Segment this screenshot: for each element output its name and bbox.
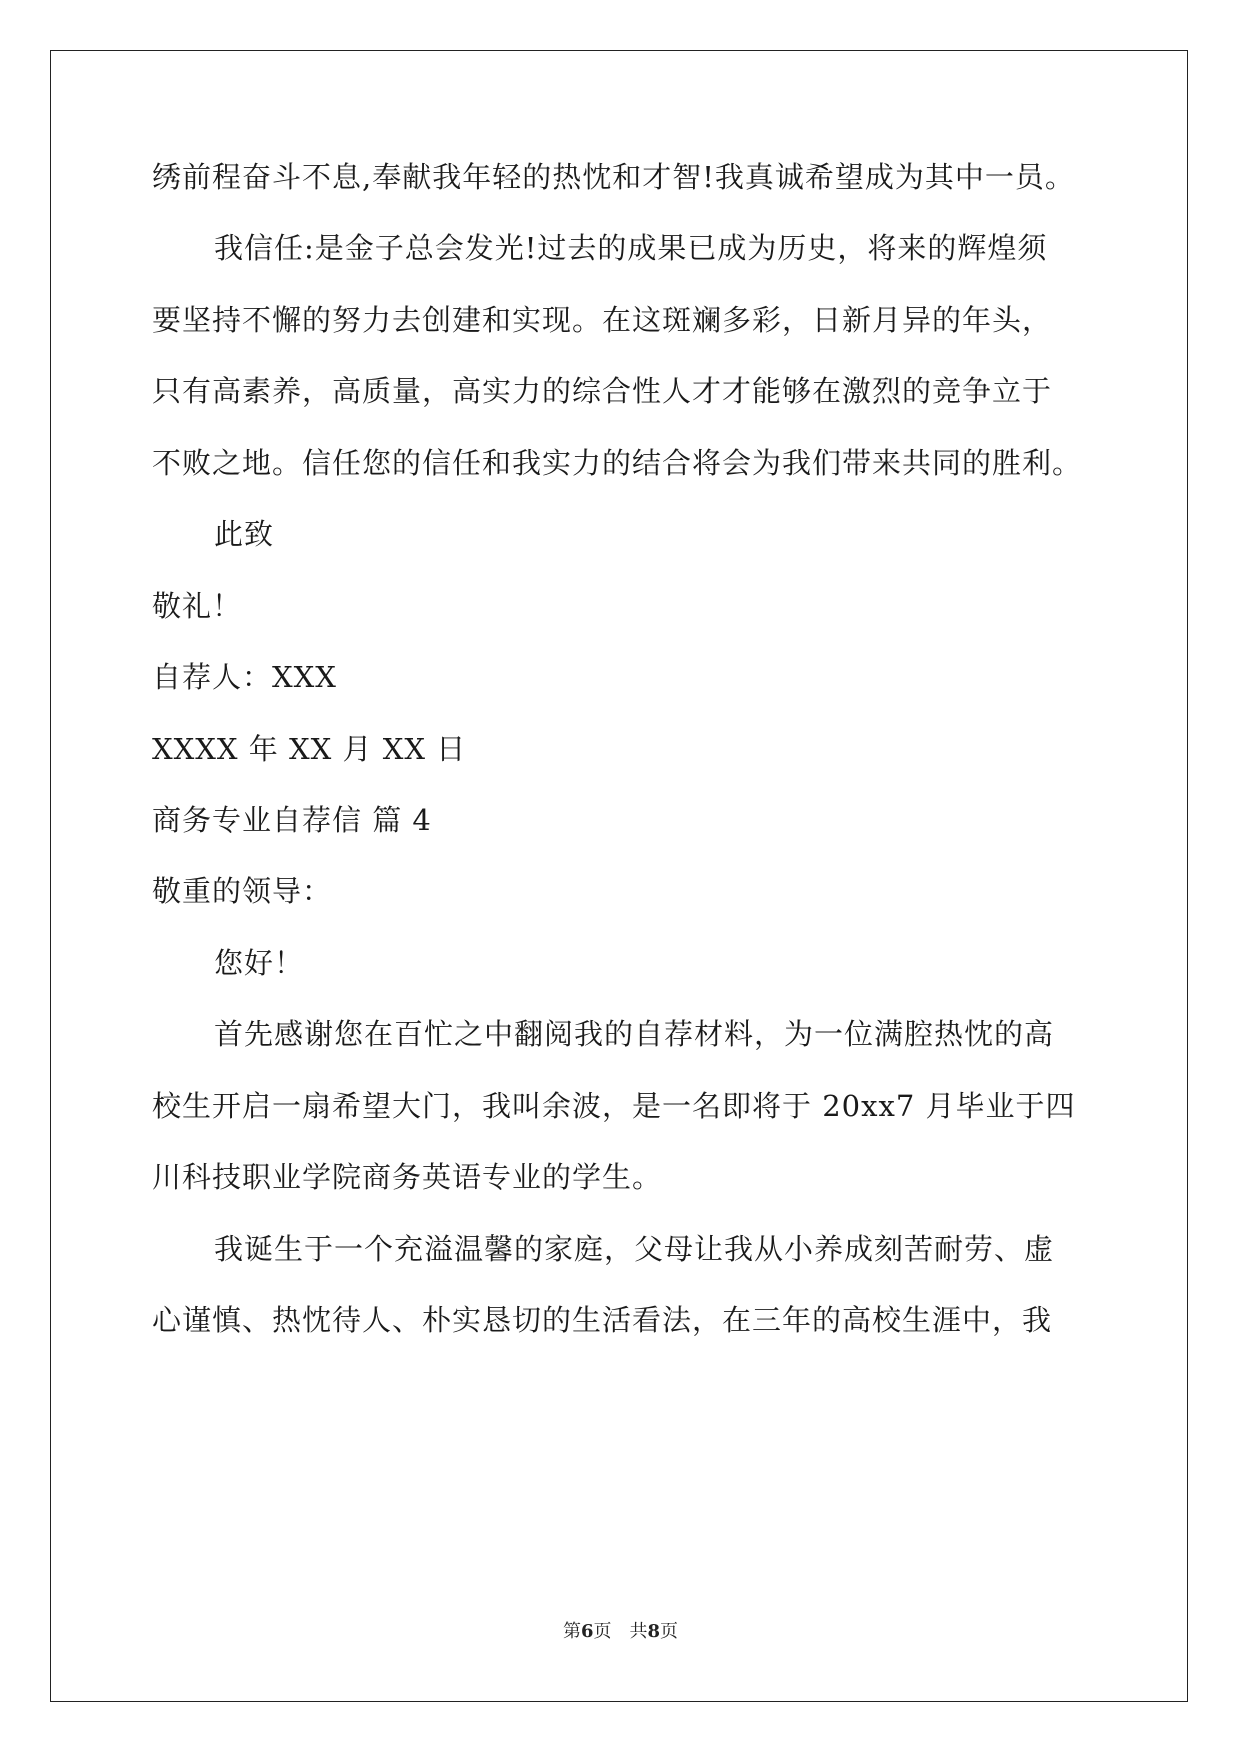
page-mid: 页 共 <box>593 1621 648 1642</box>
section-heading: 商务专业自荐信 篇 4 <box>152 803 432 837</box>
closing-salutation: 此致 <box>214 517 275 551</box>
date-line: XXXX 年 XX 月 XX 日 <box>152 732 467 766</box>
page-total: 8 <box>647 1621 661 1642</box>
text-line: 心谨慎、热忱待人、朴实恳切的生活看法，在三年的高校生涯中，我 <box>152 1303 1053 1337</box>
closing-regards: 敬礼！ <box>152 589 243 623</box>
text-line: 不败之地。信任您的信任和我实力的结合将会为我们带来共同的胜利。 <box>152 446 1083 480</box>
text-line: 要坚持不懈的努力去创建和实现。在这斑斓多彩，日新月异的年头， <box>152 303 1053 337</box>
text-line: 只有高素养，高质量，高实力的综合性人才才能够在激烈的竞争立于 <box>152 374 1053 408</box>
text-line: 首先感谢您在百忙之中翻阅我的自荐材料，为一位满腔热忱的高 <box>214 1017 1055 1051</box>
page-number-footer <box>0 1620 1241 1644</box>
text-line: 校生开启一扇希望大门，我叫余波，是一名即将于 20xx7 月毕业于四 <box>152 1089 1076 1123</box>
text-line: 绣前程奋斗不息,奉献我年轻的热忱和才智!我真诚希望成为其中一员。 <box>152 160 1075 194</box>
page-current: 6 <box>580 1621 594 1642</box>
page-suffix: 页 <box>660 1621 679 1642</box>
greeting-recipient: 敬重的领导： <box>152 874 333 908</box>
text-line: 川科技职业学院商务英语专业的学生。 <box>152 1160 663 1194</box>
signature-line: 自荐人：XXX <box>152 660 337 694</box>
text-line: 我诞生于一个充溢温馨的家庭，父母让我从小养成刻苦耐劳、虚 <box>214 1232 1055 1266</box>
text-line: 我信任:是金子总会发光!过去的成果已成为历史，将来的辉煌须 <box>214 231 1048 265</box>
greeting: 您好！ <box>214 946 305 980</box>
page-prefix: 第 <box>562 1621 581 1642</box>
